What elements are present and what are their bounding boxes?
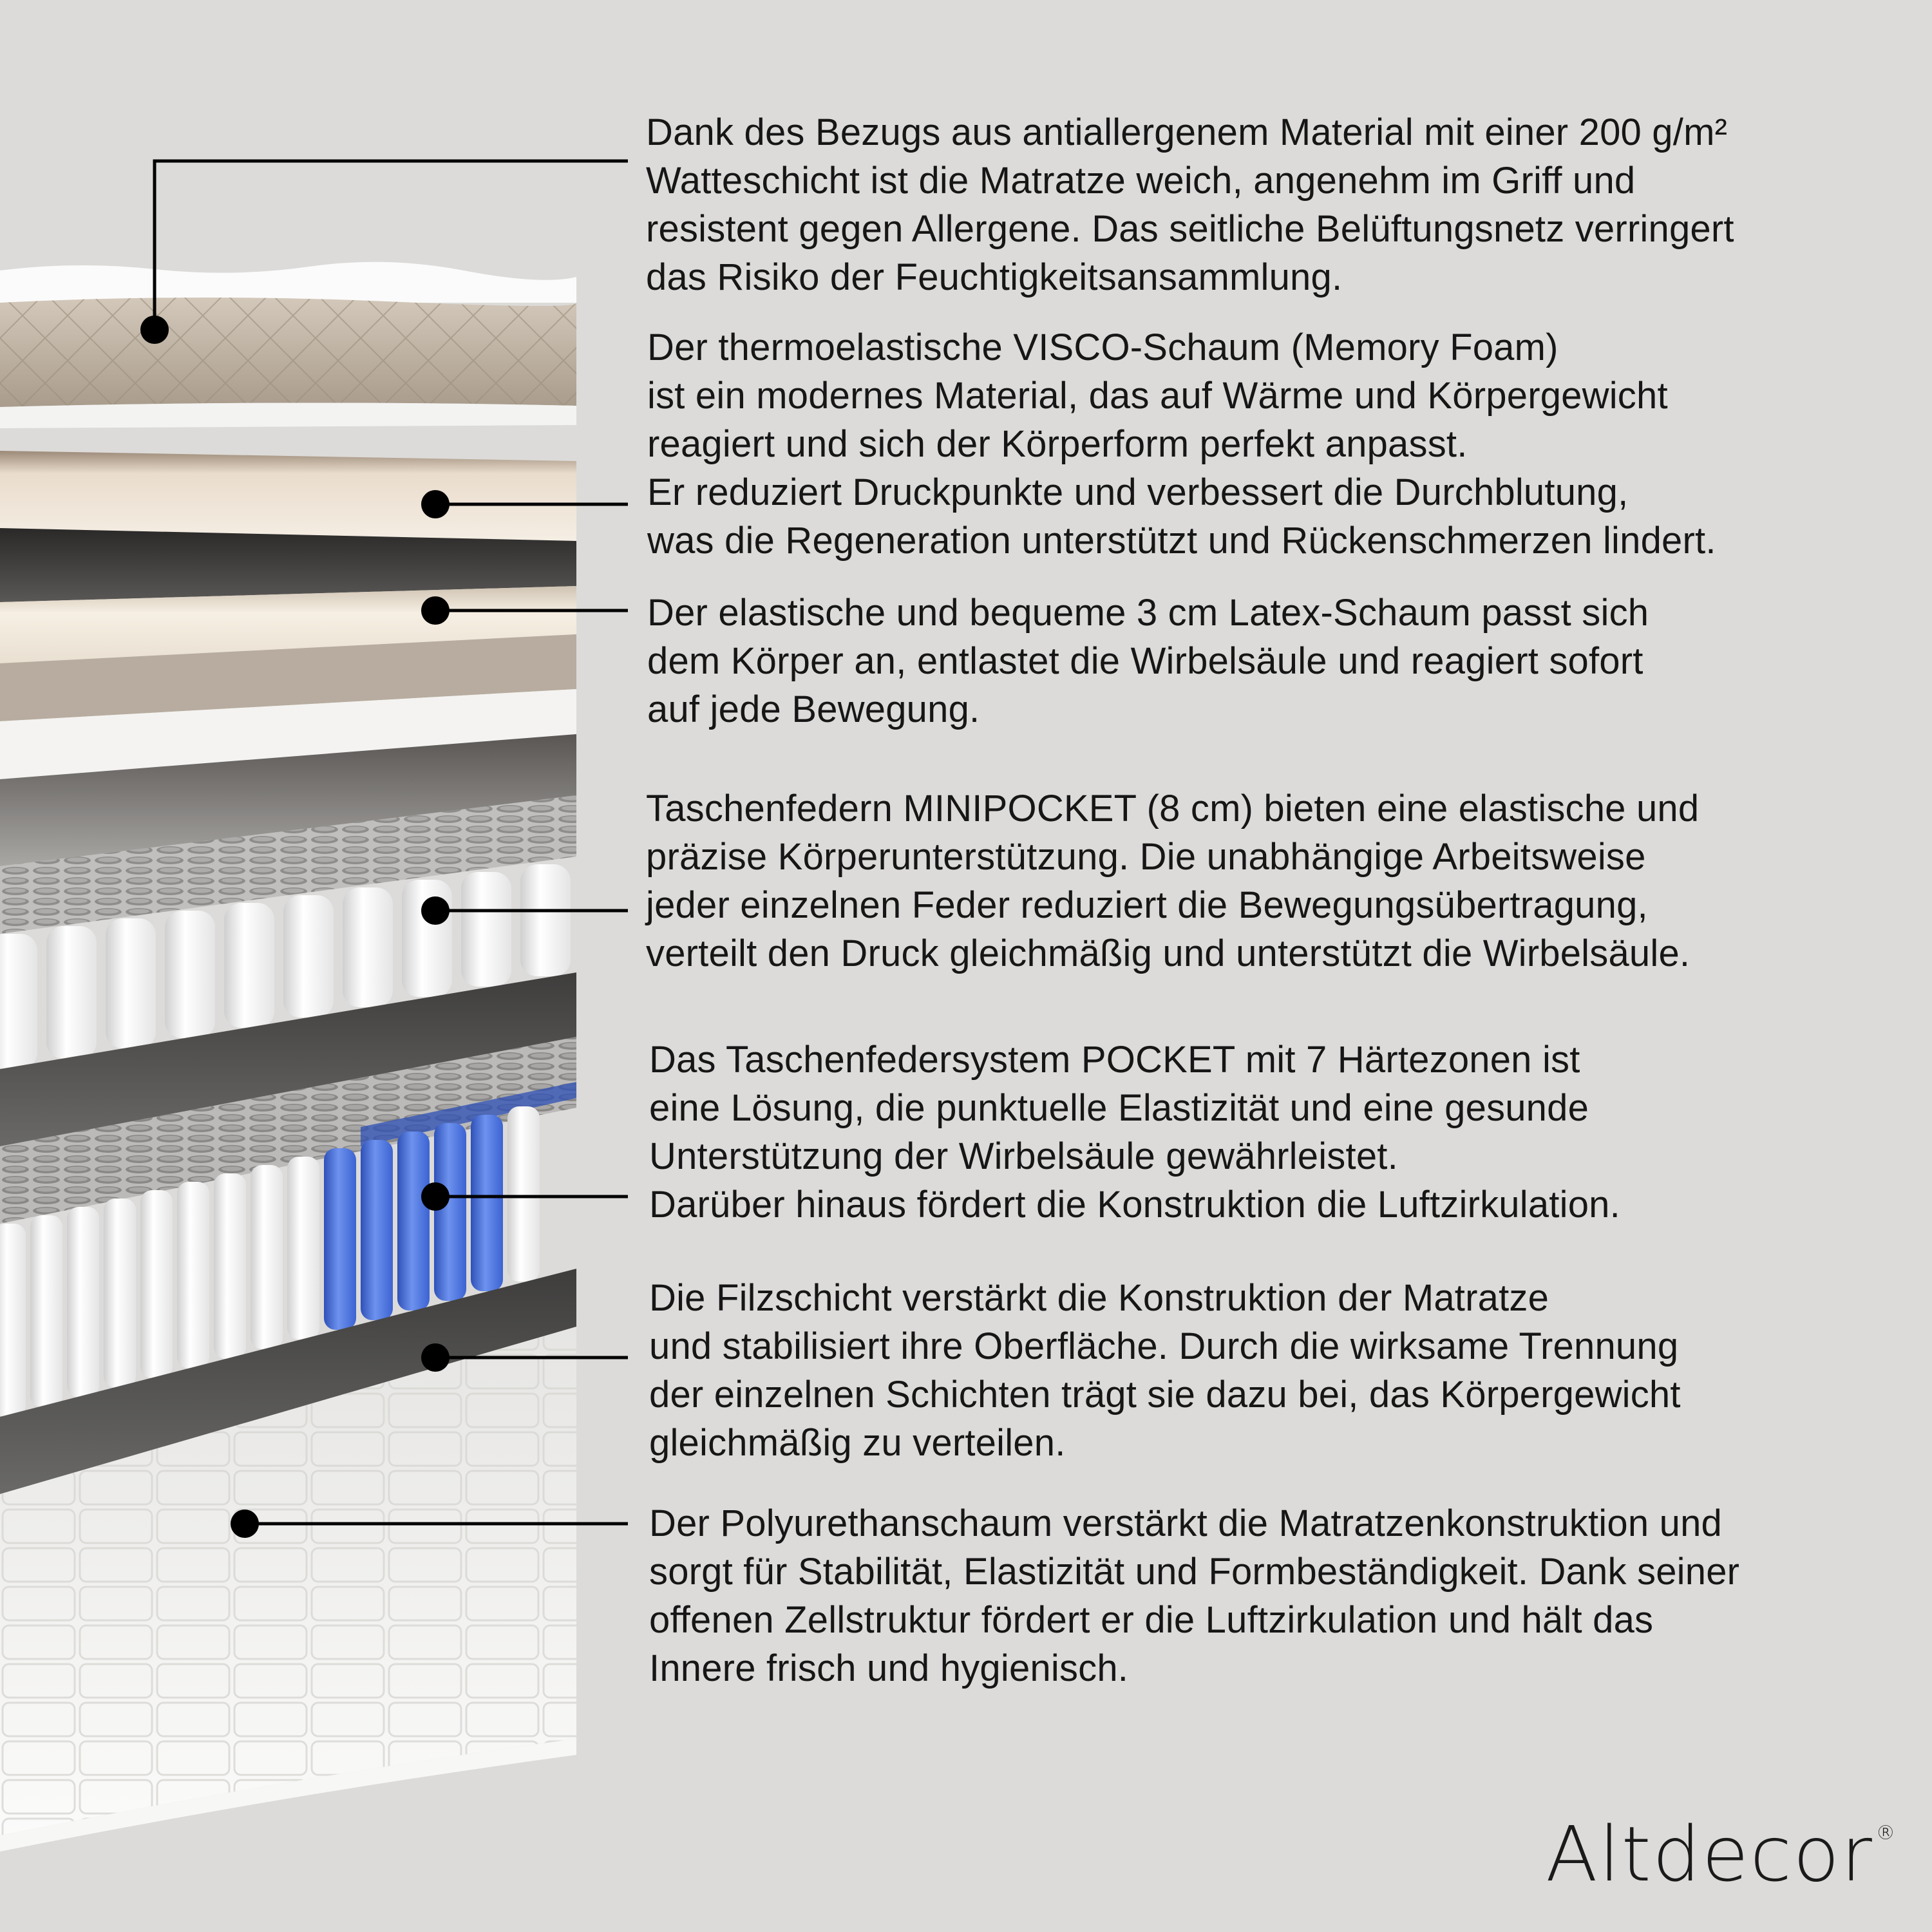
pocket-spring-blue-zone [434,1123,466,1301]
description-line: Die Filzschicht verstärkt die Konstruktion der Matratze [649,1277,1549,1319]
description-line: was die Regeneration unterstützt und Rückenschmerzen lindert. [647,520,1716,562]
callout-dot [421,596,450,625]
description-line: der einzelnen Schichten trägt sie dazu bei, das Körpergewicht [649,1374,1681,1416]
description-line: reagiert und sich der Körperform perfekt anpasst. [647,423,1468,465]
description-line: Der Polyurethanschaum verstärkt die Matratzenkonstruktion und [649,1502,1722,1544]
pocket-spring-blue-zone [471,1115,503,1291]
description-line: verteilt den Druck gleichmäßig und unterstützt die Wirbelsäule. [646,933,1690,974]
mini-pocket-spring [165,911,215,1038]
pocket-spring-blue-zone [361,1140,393,1320]
callout-dot [421,1182,450,1211]
pocket-spring [104,1198,136,1388]
layer-visco-description [647,323,1716,565]
description-line: resistent gegen Allergene. Das seitliche Belüftungsnetz verringert [646,208,1734,250]
layer-visco-graphic [0,451,576,541]
description-line: sorgt für Stabilität, Elastizität und Formbeständigkeit. Dank seiner [649,1551,1740,1593]
mini-pocket-spring [46,926,97,1059]
mini-pocket-spring [106,918,156,1048]
pocket-spring [0,1224,26,1417]
registered-mark: ® [1875,1822,1897,1844]
description-line: Unterstützung der Wirbelsäule gewährleistet. [649,1135,1398,1177]
pocket-spring [287,1157,319,1340]
layer-cover-graphic [0,262,576,428]
pocket-spring [177,1182,209,1368]
mini-pocket-spring [343,887,393,1007]
callout-dot [421,896,450,925]
callout-dot [421,490,450,518]
description-line: und stabilisiert ihre Oberfläche. Durch die wirksame Trennung [649,1325,1679,1367]
callout-dot [421,1343,450,1372]
description-line: auf jede Bewegung. [647,688,980,730]
description-line: jeder einzelnen Feder reduziert die Bewegungsübertragung, [646,884,1648,926]
callout-dot [231,1510,259,1538]
brand-logo [1546,1810,1897,1899]
mini-pocket-spring [520,864,571,976]
description-line: Darüber hinaus fördert die Konstruktion die Luftzirkulation. [649,1184,1620,1226]
layer-cover-description [646,108,1734,301]
description-line: Watteschicht ist die Matratze weich, angenehm im Griff und [646,160,1636,202]
pocket-spring [30,1215,62,1407]
mini-pocket-spring [224,903,274,1028]
pocket-spring [140,1190,173,1378]
description-line: Taschenfedern MINIPOCKET (8 cm) bieten eine elastische und [646,788,1700,829]
layer-minipocket-description [646,784,1699,978]
description-line: dem Körper an, entlastet die Wirbelsäule und reagiert sofort [647,640,1643,682]
layer-felt-description [649,1274,1681,1467]
layer-pocket-description [649,1036,1620,1229]
layer-pu-foam-description [649,1499,1739,1692]
description-line: offenen Zellstruktur fördert er die Luftzirkulation und hält das [649,1599,1654,1641]
description-line: Das Taschenfedersystem POCKET mit 7 Härtezonen ist [649,1039,1580,1081]
layer-latex-description [647,589,1649,734]
description-line: gleichmäßig zu verteilen. [649,1422,1066,1464]
callout-dot [140,316,169,344]
description-line: eine Lösung, die punktuelle Elastizität und eine gesunde [649,1087,1589,1129]
pocket-spring [67,1207,99,1397]
pocket-spring-blue-zone [324,1148,356,1330]
mini-pocket-spring [0,934,37,1069]
pocket-spring [251,1165,283,1349]
description-line: Dank des Bezugs aus antiallergenem Material mit einer 200 g/m² [646,111,1728,153]
description-line: Innere frisch und hygienisch. [649,1647,1129,1689]
mini-pocket-spring [283,895,334,1018]
pocket-spring [507,1106,540,1282]
pocket-spring [214,1173,246,1359]
mini-pocket-spring [402,880,452,997]
mini-pocket-spring [461,872,511,987]
description-line: ist ein modernes Material, das auf Wärme und Körpergewicht [647,375,1668,417]
pocket-spring-blue-zone [397,1132,430,1311]
description-line: präzise Körperunterstützung. Die unabhängige Arbeitsweise [646,836,1646,878]
brand-name: Altdecor [1546,1810,1873,1899]
description-line: Der thermoelastische VISCO-Schaum (Memory Foam) [647,327,1558,368]
description-line: Der elastische und bequeme 3 cm Latex-Schaum passt sich [647,592,1649,634]
description-line: das Risiko der Feuchtigkeitsansammlung. [646,256,1343,298]
description-line: Er reduziert Druckpunkte und verbessert die Durchblutung, [647,471,1629,513]
